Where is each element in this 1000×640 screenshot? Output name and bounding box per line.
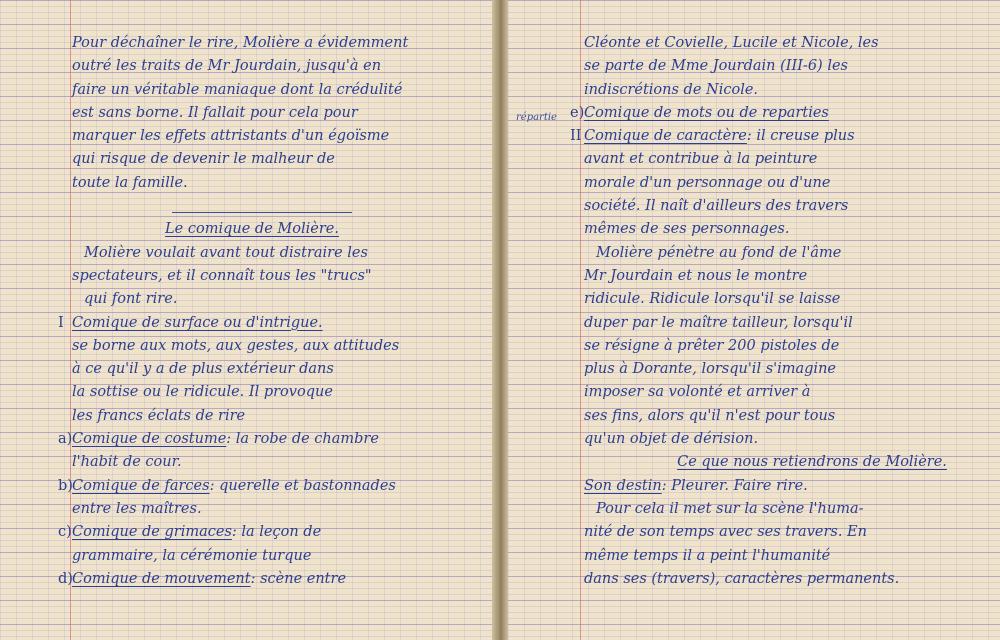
intro-line: qui font rire. <box>84 291 178 308</box>
margin-annotation: répartie <box>516 112 557 123</box>
text-line: mêmes de ses personnages. <box>584 221 790 238</box>
text-line: dans ses (travers), caractères permanents. <box>584 570 900 587</box>
left-text-block <box>0 32 492 591</box>
text-line <box>0 288 492 311</box>
item-c-line: c)Comique de grimaces: la leçon de <box>58 524 322 541</box>
title-line <box>508 451 1000 474</box>
text-line: à ce qu'il y a de plus extérieur dans <box>72 361 334 378</box>
text-line: Cléonte et Covielle, Lucile et Nicole, les <box>584 35 879 51</box>
item-heading: Comique de mots ou de reparties <box>584 104 829 121</box>
text-line: indiscrétions de Nicole. <box>584 81 759 98</box>
text-line: imposer sa volonté et arriver à <box>584 384 811 401</box>
item-heading: Comique de mouvement <box>72 570 251 587</box>
section-II-head-line: II Comique de caractère: il creuse plus <box>570 128 855 145</box>
divider-rule <box>172 212 352 213</box>
item-heading: Comique de costume <box>72 431 227 448</box>
text-line: morale d'un personnage ou d'une <box>584 174 831 191</box>
text-line: avant et contribue à la peinture <box>584 151 818 168</box>
section-title: Le comique de Molière. <box>165 221 339 238</box>
text-line: société. Il naît d'ailleurs des travers <box>584 198 849 215</box>
blank-line <box>0 195 492 218</box>
title-line <box>0 218 492 241</box>
text-line: qui risque de devenir le malheur de <box>72 151 335 168</box>
text-line: se résigne à prêter 200 pistoles de <box>584 337 840 354</box>
item-text: : il creuse plus <box>746 128 855 145</box>
text-line <box>508 498 1000 521</box>
text-line: se borne aux mots, aux gestes, aux attitudes <box>72 337 400 354</box>
right-page <box>508 0 1000 640</box>
item-text: : la leçon de <box>231 524 322 541</box>
text-line <box>508 242 1000 265</box>
text-line <box>0 242 492 265</box>
item-b-line: b)Comique de farces: querelle et bastonnades <box>58 477 396 494</box>
destin-text: : Pleurer. Faire rire. <box>661 477 808 494</box>
item-heading: Comique de grimaces <box>72 524 232 541</box>
text-line: toute la famille. <box>72 174 188 191</box>
section-heading: Comique de surface ou d'intrigue. <box>72 314 323 331</box>
destin-line <box>508 475 1000 498</box>
page-gutter <box>492 0 508 640</box>
text-line: se parte de Mme Jourdain (III-6) les <box>584 58 848 75</box>
item-text: : scène entre <box>250 570 347 587</box>
item-text: : querelle et bastonnades <box>209 477 396 494</box>
intro-line: spectateurs, et il connaît tous les "trucs" <box>72 267 372 284</box>
section-I-head-line: I Comique de surface ou d'intrigue. <box>58 314 323 331</box>
text-line: l'habit de cour. <box>72 454 182 471</box>
destin-heading: Son destin <box>584 477 662 494</box>
item-e-line: e)Comique de mots ou de reparties <box>570 104 829 121</box>
text-line: plus à Dorante, lorsqu'il s'imagine <box>584 361 836 378</box>
text-line: même temps il a peint l'humanité <box>584 547 831 564</box>
left-page <box>0 0 492 640</box>
section-heading: Comique de caractère <box>584 128 747 145</box>
text-line: outré les traits de Mr Jourdain, jusqu'à en <box>72 58 382 75</box>
text-line: marquer les effets attristants d'un égoïsme <box>72 128 390 145</box>
text-line: ses fins, alors qu'il n'est pour tous <box>584 407 836 424</box>
text-line: grammaire, la cérémonie turque <box>72 547 312 564</box>
text-line: qu'un objet de dérision. <box>584 431 759 448</box>
text-line: est sans borne. Il fallait pour cela pour <box>72 104 358 121</box>
item-text: : la robe de chambre <box>226 431 379 448</box>
text-line: Pour déchaîner le rire, Molière a évidemment <box>72 35 409 51</box>
text-line: Mr Jourdain et nous le montre <box>584 267 808 284</box>
item-a-line: a)Comique de costume: la robe de chambre <box>58 431 379 448</box>
text-line: nité de son temps avec ses travers. En <box>584 524 867 541</box>
text-line: duper par le maître tailleur, lorsqu'il <box>584 314 853 331</box>
text-line: entre les maîtres. <box>72 500 202 517</box>
right-text-block <box>508 32 1000 591</box>
item-heading: Comique de farces <box>72 477 210 494</box>
item-d-line: d)Comique de mouvement: scène entre <box>58 570 347 587</box>
text-line: faire un véritable maniaque dont la crédulité <box>72 81 403 98</box>
section-title: Ce que nous retiendrons de Molière. <box>677 454 947 471</box>
text-line: les francs éclats de rire <box>72 407 246 424</box>
paragraph-start: Pour cela il met sur la scène l'huma- <box>596 500 864 517</box>
text-line: ridicule. Ridicule lorsqu'il se laisse <box>584 291 841 308</box>
intro-line: Molière voulait avant tout distraire les <box>84 244 368 261</box>
text-line: la sottise ou le ridicule. Il provoque <box>72 384 333 401</box>
paragraph-start: Molière pénètre au fond de l'âme <box>596 244 842 261</box>
